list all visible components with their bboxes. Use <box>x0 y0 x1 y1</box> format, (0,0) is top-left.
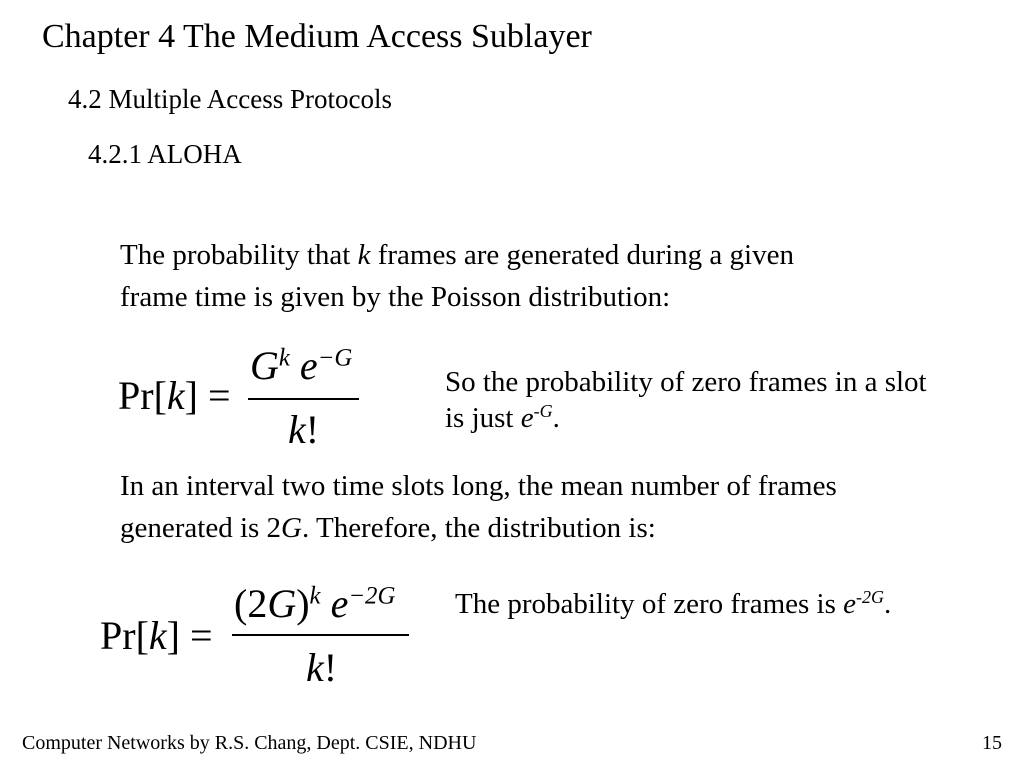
formula1-den-k: k <box>288 407 306 452</box>
formula2-close-paren: ) <box>296 581 310 626</box>
formula1-close: ] = <box>184 373 231 418</box>
formula1-fraction-bar <box>248 398 359 400</box>
side1-text: is just <box>445 402 521 434</box>
section-heading: 4.2 Multiple Access Protocols <box>68 84 392 114</box>
formula1-e-exp: −G <box>317 344 353 372</box>
two-slot-paragraph <box>120 465 837 549</box>
formula1-pr: Pr[ <box>118 373 167 418</box>
formula2-e-exp: −2G <box>348 582 396 610</box>
zero-frames-interval-note <box>455 586 891 622</box>
formula1-e: e <box>289 343 318 388</box>
formula1-var-k: k <box>166 373 185 418</box>
side2-period: . <box>883 588 892 620</box>
side2-e: e <box>843 588 857 620</box>
page-number: 15 <box>982 732 1002 754</box>
formula2-var-k: k <box>148 613 167 658</box>
zero-frames-slot-note <box>445 364 927 436</box>
side2-text: The probability of zero frames is <box>455 588 844 620</box>
formula2-close: ] = <box>166 613 213 658</box>
side2-exp: -2G <box>856 587 884 608</box>
para2-text-2: . Therefore, the distribution is: <box>302 512 656 544</box>
formula2-paren-exp: k <box>309 582 321 610</box>
formula1-lhs <box>118 372 231 419</box>
formula2-den-bang: ! <box>323 645 338 690</box>
formula2-den-k: k <box>306 645 324 690</box>
para1-text-1: The probability that <box>120 239 358 271</box>
footer-credit: Computer Networks by R.S. Chang, Dept. CSIE, NDHU <box>22 732 477 754</box>
formula1-numerator <box>250 342 352 389</box>
formula2-G: G <box>267 581 297 626</box>
formula2-denominator <box>306 644 337 691</box>
subsection-heading: 4.2.1 ALOHA <box>88 139 242 169</box>
para1-line2: frame time is given by the Poisson distribution: <box>120 281 671 313</box>
formula2-pr: Pr[ <box>100 613 149 658</box>
para2-line1: In an interval two time slots long, the mean number of frames <box>120 470 837 502</box>
side1-line1: So the probability of zero frames in a slot <box>445 366 927 398</box>
formula1-denominator <box>288 406 319 453</box>
formula2-e: e <box>320 581 349 626</box>
formula2-lhs <box>100 612 213 659</box>
side1-e: e <box>520 402 534 434</box>
formula1-den-bang: ! <box>305 407 320 452</box>
para1-text-2: frames are generated during a given <box>370 239 794 271</box>
formula1-G: G <box>250 343 279 388</box>
para2-text-1: generated is 2 <box>120 512 282 544</box>
formula1-G-exp: k <box>278 344 290 372</box>
formula2-numerator <box>234 580 395 627</box>
formula2-open: (2 <box>234 581 268 626</box>
slide-title: Chapter 4 The Medium Access Sublayer <box>42 18 592 55</box>
side1-period: . <box>552 402 560 434</box>
formula2-fraction-bar <box>232 634 409 636</box>
poisson-intro-paragraph <box>120 234 794 318</box>
side1-exp: -G <box>533 401 553 422</box>
para2-var-G: G <box>281 512 302 544</box>
para1-var-k: k <box>357 239 371 271</box>
